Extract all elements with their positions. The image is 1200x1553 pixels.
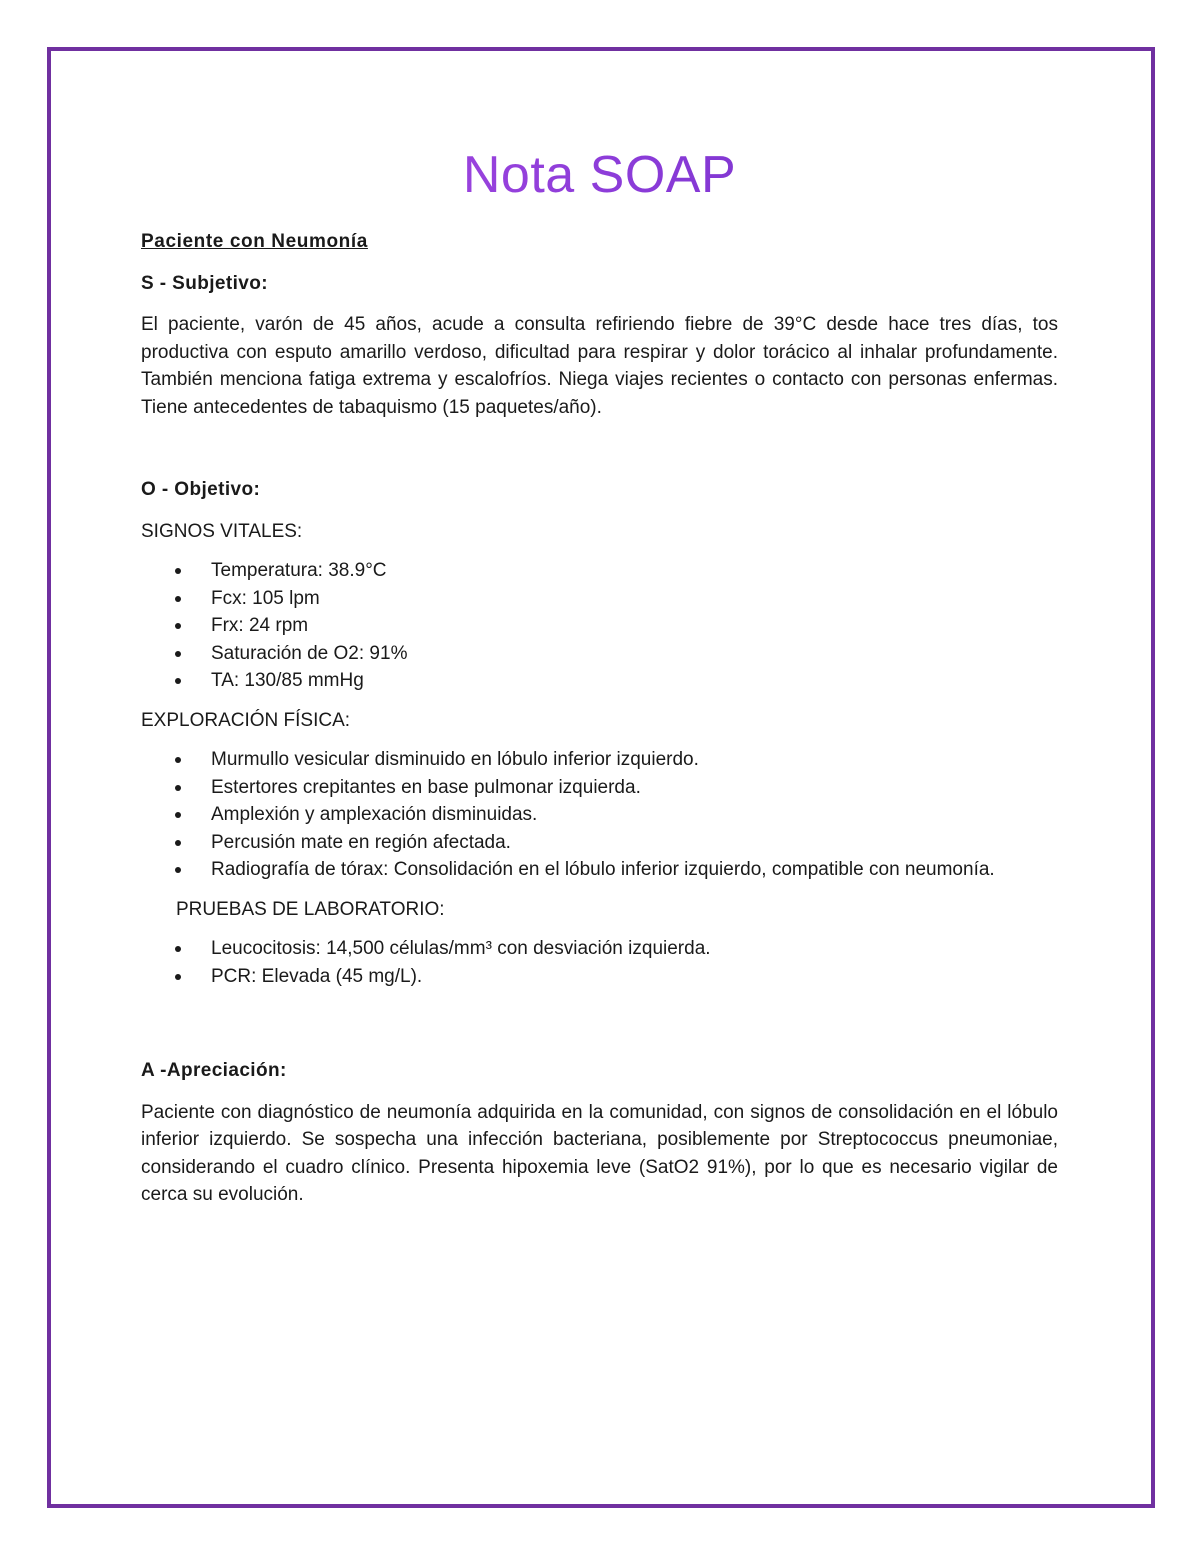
list-item: TA: 130/85 mmHg xyxy=(141,667,1058,695)
document-body xyxy=(141,140,1058,1209)
assessment-heading: A -Apreciación: xyxy=(141,1060,287,1081)
labs-label: PRUEBAS DE LABORATORIO: xyxy=(176,898,445,920)
assessment-text: Paciente con diagnóstico de neumonía adquirida en la comunidad, con signos de consolidación en el lóbulo inferior izquierdo. Se sospecha una infección bacteriana, posiblemente por Streptococcus pneumoniae, considerando el cuadro clínico. Presenta hipoxemia leve (SatO2 91%), por lo que es necesario vigilar de cerca su evolución. xyxy=(141,1101,1058,1205)
document-title: Nota SOAP xyxy=(141,140,1058,210)
list-item: Fcx: 105 lpm xyxy=(141,585,1058,613)
list-item: Leucocitosis: 14,500 células/mm³ con desviación izquierda. xyxy=(141,935,1058,963)
list-item: Estertores crepitantes en base pulmonar izquierda. xyxy=(141,774,1058,802)
exam-label: EXPLORACIÓN FÍSICA: xyxy=(141,709,351,731)
list-item: Frx: 24 rpm xyxy=(141,612,1058,640)
subjective-text: El paciente, varón de 45 años, acude a consulta refiriendo fiebre de 39°C desde hace tres días, tos productiva con esputo amarillo verdoso, dificultad para respirar y dolor torácico al inhalar profundamente. También menciona fatiga extrema y escalofríos. Niega viajes recientes o contacto con personas enfermas. Tiene antecedentes de tabaquismo (15 paquetes/año). xyxy=(141,314,1058,418)
list-item: Murmullo vesicular disminuido en lóbulo inferior izquierdo. xyxy=(141,746,1058,774)
list-item: Radiografía de tórax: Consolidación en el lóbulo inferior izquierdo, compatible con neumonía. xyxy=(141,856,1058,884)
vitals-list xyxy=(141,557,1058,695)
list-item: Saturación de O2: 91% xyxy=(141,640,1058,668)
subjective-heading: S - Subjetivo: xyxy=(141,272,268,294)
list-item: Amplexión y amplexación disminuidas. xyxy=(141,801,1058,829)
objective-heading: O - Objetivo: xyxy=(141,479,261,500)
labs-list xyxy=(141,935,1058,990)
list-item: Temperatura: 38.9°C xyxy=(141,557,1058,585)
list-item: PCR: Elevada (45 mg/L). xyxy=(141,963,1058,991)
vitals-label: SIGNOS VITALES: xyxy=(141,520,303,542)
list-item: Percusión mate en región afectada. xyxy=(141,829,1058,857)
exam-list xyxy=(141,746,1058,884)
patient-subtitle: Paciente con Neumonía xyxy=(141,231,368,252)
